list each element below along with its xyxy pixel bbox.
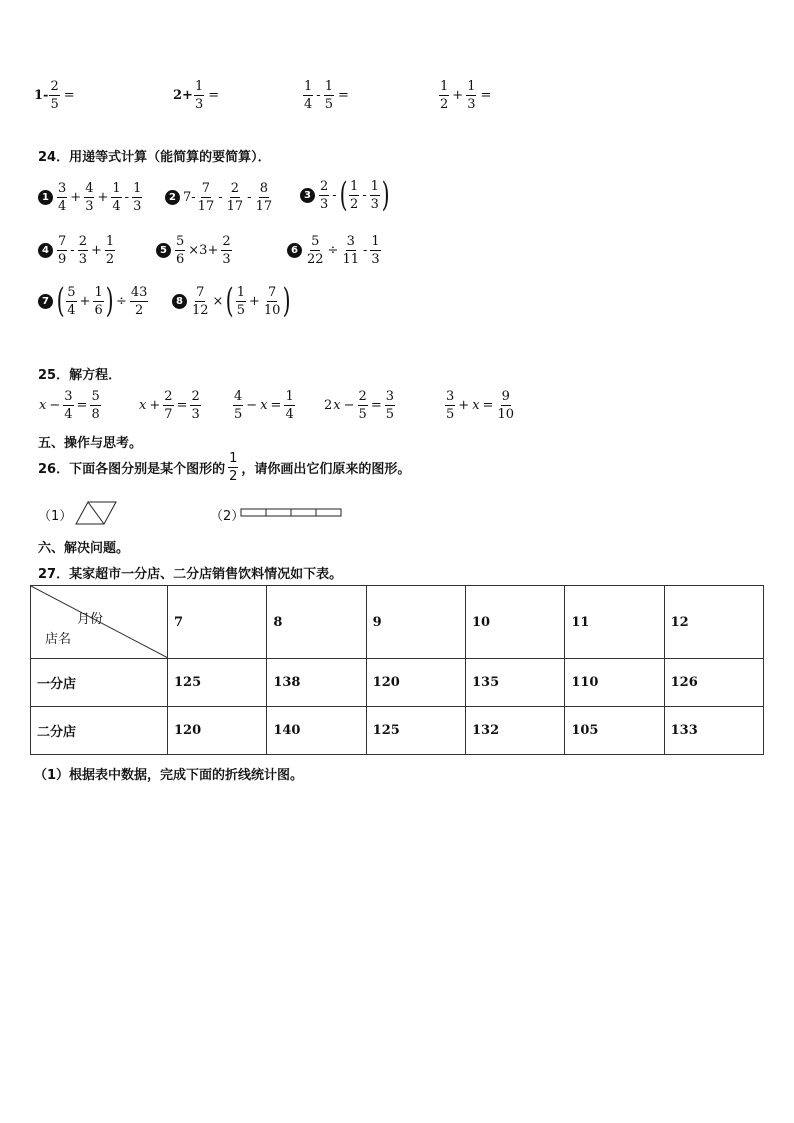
value-cell: 105 <box>565 707 664 755</box>
question-24-title: 24．用递等式计算（能简算的要简算）． <box>38 150 271 165</box>
q24-expr-5: 5 $\frac{5}{6}$ ×3+ $\frac{2}{3}$ <box>156 235 233 266</box>
question-27-title: 27．某家超市一分店、二分店销售饮料情况如下表。 <box>38 567 343 582</box>
fraction: $\frac{4}{3}$ <box>85 181 94 214</box>
equation-4: 2 x − $\frac{2}{5}$ = $\frac{3}{5}$ <box>324 389 394 422</box>
equation-1: x − $\frac{3}{4}$ = $\frac{5}{8}$ <box>39 389 100 422</box>
q24-expr-1: 1 $\frac{3}{4}$ + $\frac{4}{3}$ + $\frac{1}{4}$ - $\frac{1}{3}$ <box>38 182 143 213</box>
month-cell: 8 <box>267 586 366 659</box>
fraction: $\frac{1}{4}$ <box>304 79 313 112</box>
q26-title-pre: 26．下面各图分别是某个图形的 <box>38 462 226 477</box>
q24-expr-6: 6 $\frac{5}{22}$ ÷ $\frac{3}{11}$ - $\frac{1}{3}$ <box>287 235 382 266</box>
value-cell: 133 <box>664 707 763 755</box>
q24-expr-7: 7 ( $\frac{5}{4}$ + $\frac{1}{6}$ ) ÷ $\frac{43}{2}$ <box>38 284 149 318</box>
fraction: $\frac{43}{2}$ <box>130 284 148 318</box>
fraction: $\frac{7}{9}$ <box>58 234 67 267</box>
fraction: $\frac{1}{3}$ <box>370 178 379 212</box>
value-cell: 140 <box>267 707 366 755</box>
fraction: $\frac{5}{22}$ <box>307 234 324 267</box>
fraction: $\frac{2}{5}$ <box>358 389 367 422</box>
circled-number-5: 5 <box>156 243 171 258</box>
fraction: $\frac{1}{4}$ <box>285 389 294 422</box>
month-cell: 10 <box>465 586 564 659</box>
value-cell: 120 <box>366 659 465 707</box>
fraction: $\frac{2}{3}$ <box>191 389 200 422</box>
circled-number-8: 8 <box>172 294 187 309</box>
expr-lead: 1- <box>34 88 49 103</box>
circled-number-6: 6 <box>287 243 302 258</box>
rectangle-strip-figure <box>240 507 344 519</box>
fraction: $\frac{1}{2}$ <box>105 234 115 267</box>
equals-sign: = <box>63 88 75 103</box>
fraction: $\frac{4}{5}$ <box>234 389 243 422</box>
fraction: $\frac{3}{5}$ <box>446 389 455 422</box>
parallelogram-figure <box>74 500 118 526</box>
fraction: $\frac{1}{2}$ <box>229 451 238 484</box>
value-cell: 110 <box>565 659 664 707</box>
sales-table <box>30 585 764 755</box>
question-25-title: 25．解方程． <box>38 368 122 383</box>
fraction: $\frac{7}{12}$ <box>192 284 209 318</box>
diagonal-header-cell <box>31 586 168 659</box>
quick-calc-4 <box>438 80 491 111</box>
fraction: $\frac{7}{10}$ <box>263 284 281 318</box>
fraction: $\frac{1}{2}$ <box>349 178 359 212</box>
section-6-title: 六、解决问题。 <box>38 541 130 556</box>
fraction: $\frac{3}{5}$ <box>385 389 394 422</box>
equation-2: x + $\frac{2}{7}$ = $\frac{2}{3}$ <box>139 389 200 422</box>
fraction: $\frac{2}{17}$ <box>226 181 244 214</box>
quick-calc-2 <box>173 80 219 111</box>
fraction: $\frac{1}{6}$ <box>94 284 103 318</box>
value-cell: 126 <box>664 659 763 707</box>
equals-sign: = <box>337 88 349 103</box>
fraction: $\frac{3}{4}$ <box>64 389 73 422</box>
month-cell: 7 <box>168 586 267 659</box>
fraction: $\frac{1}{5}$ <box>324 79 333 112</box>
fraction: $\frac{1}{3}$ <box>467 79 476 112</box>
fraction: $\frac{2}{3}$ <box>222 234 231 267</box>
question-27-sub-1: （1）根据表中数据，完成下面的折线统计图。 <box>34 768 304 783</box>
fraction: $\frac{5}{4}$ <box>67 284 76 318</box>
store-name-cell: 二分店 <box>31 707 168 755</box>
table-header-row <box>31 586 764 659</box>
equals-sign: = <box>208 88 220 103</box>
q24-expr-8: 8 $\frac{7}{12}$ × ( $\frac{1}{5}$ + $\frac{7}{10}$ ) <box>172 284 292 318</box>
equals-sign: = <box>480 88 492 103</box>
fraction: $\frac{7}{17}$ <box>197 181 215 214</box>
question-26-title <box>38 452 410 483</box>
fraction: $\frac{1}{3}$ <box>133 181 142 214</box>
value-cell: 125 <box>168 659 267 707</box>
fraction: $\frac{1}{3}$ <box>371 234 380 267</box>
fraction: $\frac{3}{4}$ <box>58 181 67 214</box>
value-cell: 125 <box>366 707 465 755</box>
equation-3: $\frac{4}{5}$ − x = $\frac{1}{4}$ <box>234 389 294 422</box>
circled-number-3: 3 <box>300 188 315 203</box>
q26-label-2: （2） <box>210 509 245 524</box>
fraction: $\frac{1}{4}$ <box>112 181 121 214</box>
quick-calc-3 <box>302 80 349 111</box>
q26-title-post: ，请你画出它们原来的图形。 <box>241 462 411 477</box>
q24-expr-4: 4 $\frac{7}{9}$ - $\frac{2}{3}$ + $\frac{1}{2}$ <box>38 235 116 266</box>
fraction: $\frac{5}{6}$ <box>176 234 185 267</box>
equation-5: $\frac{3}{5}$ + x = $\frac{9}{10}$ <box>446 389 514 422</box>
section-5-title: 五、操作与思考。 <box>38 436 143 451</box>
fraction: $\frac{8}{17}$ <box>255 181 273 214</box>
value-cell: 132 <box>465 707 564 755</box>
value-cell: 138 <box>267 659 366 707</box>
value-cell: 135 <box>465 659 564 707</box>
q24-expr-3: 3 $\frac{2}{3}$ - ( $\frac{1}{2}$ - $\frac{1}{3}$ ) <box>300 178 390 212</box>
store-name-cell: 一分店 <box>31 659 168 707</box>
fraction: $\frac{2}{5}$ <box>50 79 59 112</box>
table-row <box>31 659 764 707</box>
fraction: $\frac{1}{5}$ <box>236 284 245 318</box>
month-cell: 12 <box>664 586 763 659</box>
operator: + <box>452 88 464 103</box>
fraction: $\frac{2}{3}$ <box>78 234 87 267</box>
operator: - <box>316 88 321 103</box>
table-row <box>31 707 764 755</box>
circled-number-1: 1 <box>38 190 53 205</box>
circled-number-4: 4 <box>38 243 53 258</box>
fraction: $\frac{1}{3}$ <box>194 79 204 112</box>
fraction: $\frac{9}{10}$ <box>497 389 514 422</box>
quick-calc-1 <box>34 80 75 111</box>
month-cell: 11 <box>565 586 664 659</box>
header-store-label: 店名 <box>45 632 72 647</box>
fraction: $\frac{2}{3}$ <box>320 178 329 212</box>
fraction: $\frac{5}{8}$ <box>91 389 100 422</box>
month-cell: 9 <box>366 586 465 659</box>
expr-lead: 2+ <box>173 88 193 103</box>
q24-expr-2: 2 7- $\frac{7}{17}$ - $\frac{2}{17}$ - $\frac{8}{17}$ <box>165 182 274 213</box>
fraction: $\frac{1}{2}$ <box>440 79 449 112</box>
circled-number-2: 2 <box>165 190 180 205</box>
fraction: $\frac{2}{7}$ <box>164 389 173 422</box>
circled-number-7: 7 <box>38 294 53 309</box>
q26-label-1: （1） <box>38 509 73 524</box>
fraction: $\frac{3}{11}$ <box>342 234 359 267</box>
value-cell: 120 <box>168 707 267 755</box>
header-month-label: 月份 <box>76 612 103 627</box>
